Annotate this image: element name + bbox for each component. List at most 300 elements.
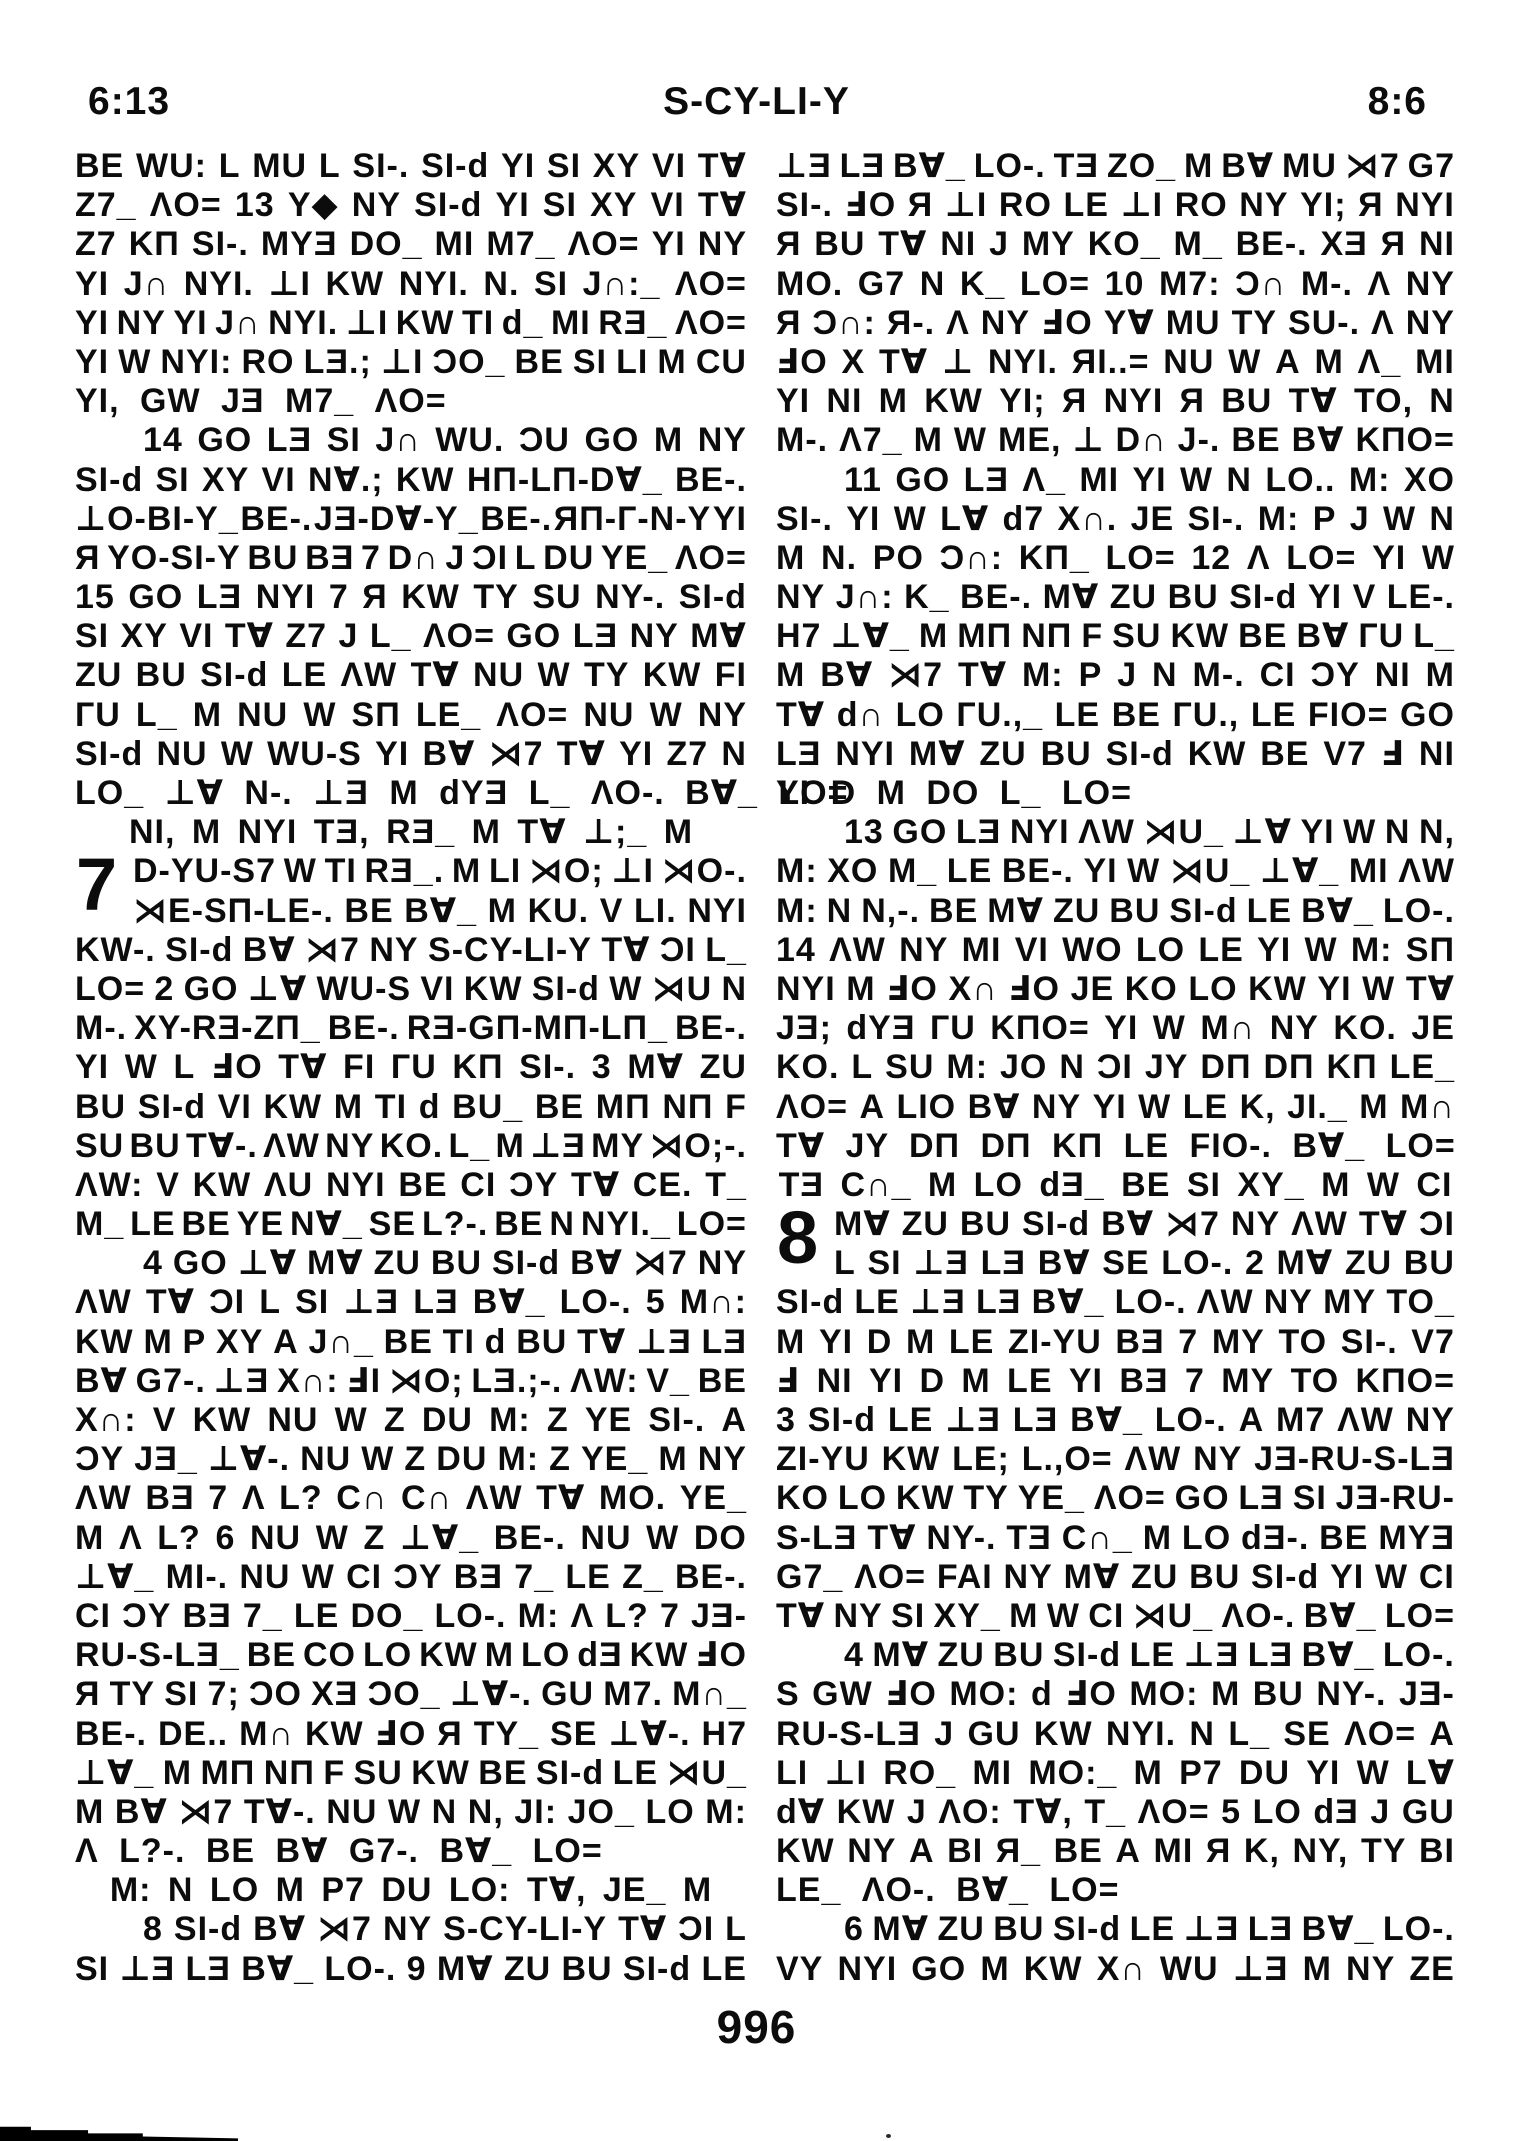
word: NYI	[255, 578, 316, 617]
word: ƆI	[678, 1910, 715, 1949]
word: ⊥Ǝ	[910, 1283, 966, 1322]
word: ƆO	[248, 1675, 302, 1714]
word: M	[162, 1753, 193, 1792]
word: N∀_	[289, 1205, 363, 1244]
word: M	[192, 695, 223, 734]
word: KΠO=	[1355, 421, 1455, 460]
word: M	[776, 538, 806, 577]
word: TY	[583, 656, 630, 695]
word: W	[124, 1048, 158, 1087]
word: 12	[1191, 538, 1232, 577]
word: LƎ	[413, 1283, 459, 1322]
word: KO_	[1087, 225, 1161, 264]
word: JƎ-	[691, 1596, 747, 1635]
word: LƎ	[955, 813, 1002, 852]
word: LO	[837, 1479, 888, 1518]
word: 7	[1184, 1361, 1205, 1400]
word: XƎ	[311, 1675, 359, 1714]
word: SI	[867, 1244, 902, 1283]
word: L	[173, 1048, 196, 1087]
text-line	[776, 1362, 1455, 1401]
text-line	[75, 774, 849, 813]
word: SI-d	[531, 969, 600, 1008]
word: ⊥Ǝ	[945, 1401, 1001, 1439]
word: M:	[1257, 499, 1300, 538]
word: J∩:_	[582, 264, 661, 303]
word: KW	[1023, 1949, 1083, 1988]
word: SI	[542, 186, 577, 225]
word: LE	[612, 1753, 659, 1792]
text-line	[776, 813, 1455, 852]
word: ⊥∀_	[75, 1753, 155, 1792]
word: LE	[946, 852, 993, 891]
word: KΠO=	[990, 1009, 1090, 1048]
word: T∀	[776, 1596, 826, 1635]
word: SI-d	[137, 1087, 206, 1126]
word: T∀	[601, 930, 651, 969]
word: L	[851, 1048, 874, 1087]
chapter-number-dropcap: 7	[76, 843, 118, 927]
word: M∀	[872, 1636, 930, 1675]
word: BE	[1319, 1518, 1369, 1557]
header-verse-ref-right: 8:6	[1367, 80, 1427, 123]
word: dYƎ	[846, 1009, 916, 1048]
word: ⋊U_	[1143, 813, 1224, 852]
word: ⊥Ǝ	[1183, 1910, 1240, 1949]
word: X∩:	[277, 1361, 339, 1400]
word: M	[75, 1792, 105, 1831]
word: M	[1314, 342, 1344, 381]
word: NI	[1418, 225, 1455, 264]
word: A	[721, 1401, 747, 1439]
word: M:	[517, 1596, 560, 1635]
line-text: YI D M DO L_ LO=	[776, 774, 1132, 812]
word: KO.	[379, 1126, 444, 1165]
word: ℲO	[885, 1675, 937, 1714]
word: BE-.	[1235, 225, 1308, 264]
word: CI	[346, 1557, 383, 1596]
word: V_	[646, 1361, 690, 1400]
word: d7	[1002, 499, 1045, 538]
text-line	[776, 1127, 1455, 1166]
word: Ⅎ	[776, 1361, 801, 1400]
word: NY	[697, 1244, 747, 1283]
word: T∀	[278, 1048, 328, 1087]
word: M:	[489, 1401, 531, 1439]
word: GO	[1400, 695, 1455, 734]
word: SI-d	[1021, 1205, 1091, 1244]
word: SE	[550, 1714, 598, 1753]
word: YI	[1092, 1087, 1127, 1126]
word: LƎ	[185, 1949, 231, 1988]
word: LE_	[415, 695, 482, 734]
word: N,	[1418, 813, 1455, 852]
word: DU	[436, 1440, 488, 1479]
word: LE	[1063, 186, 1109, 225]
word: LE-.	[1386, 578, 1455, 617]
word: LO-.	[1154, 1401, 1227, 1439]
word: VI	[1014, 930, 1049, 969]
word: NY	[325, 1126, 375, 1165]
word: ZU	[1052, 891, 1101, 930]
word: L?-.	[421, 1205, 489, 1244]
word: KO	[1124, 969, 1178, 1008]
word: ⊥I	[944, 186, 988, 225]
word: L	[259, 1283, 281, 1322]
word: ZO_	[1106, 147, 1177, 185]
word: N	[1226, 460, 1252, 499]
word: J	[906, 1792, 927, 1831]
word: ƆI	[209, 1283, 246, 1322]
word: H7	[701, 1714, 747, 1753]
word: 7	[328, 578, 349, 617]
word: YE_	[600, 538, 669, 577]
word: NYI	[1009, 813, 1070, 852]
word: LƎ	[1238, 1479, 1284, 1518]
word: B∀_	[1070, 1401, 1143, 1439]
word: Λ_	[1357, 342, 1402, 381]
word: F	[323, 1753, 346, 1792]
word: KW-.	[75, 930, 156, 969]
word: SI-.	[352, 147, 410, 185]
word: ΛW	[1124, 1440, 1182, 1479]
word: SI-d	[173, 1910, 243, 1949]
word: GO	[584, 421, 640, 460]
word: TI	[461, 303, 495, 342]
word: BE	[494, 1205, 544, 1244]
text-line	[776, 1597, 1455, 1636]
word: GO	[895, 460, 951, 499]
word: BU	[1403, 1244, 1455, 1283]
word: Z	[363, 1518, 386, 1557]
word: T∀	[570, 1165, 621, 1204]
word: L∀	[940, 499, 990, 538]
word: L?	[157, 1518, 201, 1557]
word: TY	[1231, 303, 1278, 342]
word: MU	[1165, 303, 1221, 342]
word: ZU	[699, 1048, 747, 1087]
word: TƎ	[1006, 1518, 1052, 1557]
word: ΛO=	[1344, 1714, 1417, 1753]
word: NU	[300, 1440, 352, 1479]
word: W	[118, 342, 152, 381]
word: M∩	[239, 1714, 294, 1753]
word: 13	[234, 186, 275, 225]
word: S	[776, 1675, 800, 1714]
word: RƎ_.	[364, 852, 445, 891]
word: MYƎ	[1378, 1518, 1455, 1557]
word: NY-.	[926, 1518, 997, 1557]
word: L∀	[1405, 1753, 1455, 1792]
word: SI-.	[1187, 499, 1245, 538]
word: NY	[1346, 1949, 1396, 1988]
word: LO	[362, 1636, 413, 1675]
word: Z_	[622, 1557, 664, 1596]
word: LO-.	[559, 1283, 632, 1322]
word: P	[1078, 656, 1103, 695]
word: KW	[192, 1401, 252, 1439]
word: G7	[1407, 147, 1455, 185]
word: KW	[895, 1479, 955, 1518]
word: KΠ_	[1018, 538, 1090, 577]
word: YE_	[679, 1479, 747, 1518]
word: SI	[546, 147, 582, 185]
text-line	[776, 1636, 1455, 1675]
word: KW	[325, 264, 385, 303]
word: MI	[961, 930, 1002, 969]
word: YI	[495, 186, 530, 225]
text-line	[75, 1205, 747, 1244]
word: BU	[1109, 891, 1161, 930]
word: BU	[430, 1244, 482, 1283]
word: RO_	[883, 1753, 957, 1792]
word: RO	[241, 342, 295, 381]
word: ⋊U_	[1169, 852, 1251, 891]
text-line	[75, 1636, 747, 1675]
word: YI	[75, 1048, 110, 1087]
word: ⊥I	[824, 1753, 867, 1792]
word: KW	[881, 1440, 941, 1479]
word: ⋊O;-.	[649, 1126, 747, 1165]
word: BU_	[452, 1087, 524, 1126]
word: 7	[1178, 1322, 1199, 1361]
word: SI	[75, 1949, 110, 1988]
text-line	[75, 1127, 747, 1166]
word: BE-.	[327, 1009, 400, 1048]
word: T∀	[145, 1283, 195, 1322]
word: Ɔ∩	[1235, 264, 1287, 303]
text-line	[776, 1048, 1455, 1087]
word: ⊥∀-.	[207, 1440, 291, 1479]
word: W	[1127, 852, 1161, 891]
word: SI-d	[622, 1949, 692, 1988]
word: M	[75, 1518, 105, 1557]
word: LO	[1181, 1518, 1232, 1557]
word: NYI.	[1105, 1714, 1177, 1753]
word: B∀	[422, 734, 476, 773]
text-line	[776, 970, 1455, 1009]
word: D-YU-S7	[133, 852, 277, 891]
word: BU	[1167, 578, 1219, 617]
word: B∀_	[1301, 1636, 1375, 1675]
word: BƎ	[1119, 1361, 1169, 1400]
word: BI	[1418, 1832, 1455, 1871]
word: Я	[75, 1675, 101, 1714]
word: T_	[1084, 1792, 1127, 1831]
word: N	[826, 891, 853, 930]
word: LƎ	[196, 578, 243, 617]
word: N	[1429, 499, 1455, 538]
word: Я	[362, 578, 388, 617]
word: BU	[993, 1636, 1045, 1675]
word: X	[841, 342, 866, 381]
word: ΛO=	[1093, 1479, 1166, 1518]
word: TY	[109, 1675, 156, 1714]
word: T_	[705, 1165, 747, 1204]
word: B∀	[253, 1910, 307, 1949]
word: ⊥Ǝ	[636, 1322, 692, 1361]
word: NY	[1405, 1401, 1455, 1439]
text-line	[776, 1088, 1455, 1127]
word: 11	[844, 460, 882, 499]
word: YE	[584, 1401, 633, 1439]
text-line	[776, 343, 1455, 382]
word: T∀	[556, 734, 606, 773]
word: ГU.,	[1172, 695, 1240, 734]
word: BU	[1040, 734, 1092, 773]
word: BE	[478, 1753, 528, 1792]
word: ⊥O-BI-Y_	[75, 499, 239, 538]
word: ⊥Ǝ	[530, 1126, 586, 1165]
word: MI	[550, 303, 591, 342]
word: N	[1384, 813, 1411, 852]
word: N,	[467, 1792, 504, 1831]
word: Z7	[75, 225, 117, 264]
word: ℲI	[346, 1361, 382, 1400]
word: ZU	[373, 1244, 421, 1283]
word: T∀	[224, 617, 274, 656]
line-text: LE_ ΛO-. B∀_ LO=	[776, 1871, 1120, 1910]
word: 3	[591, 1048, 612, 1087]
word: MI	[1153, 1832, 1194, 1871]
word: M7_	[486, 225, 556, 264]
text-line	[776, 539, 1455, 578]
section-heading-line	[75, 1871, 747, 1910]
word: A	[909, 1832, 935, 1871]
word: ⊥I	[380, 342, 424, 381]
word: VI	[650, 186, 685, 225]
word: Я	[776, 225, 802, 264]
word: M∀	[627, 1048, 684, 1087]
word: MΠ	[595, 1087, 651, 1126]
word: BU	[993, 1910, 1045, 1949]
text-line	[75, 1558, 747, 1597]
line-text: NI, M NYI TƎ, RƎ_ M T∀ ⊥;_ M	[128, 813, 694, 852]
word: M∀	[436, 1949, 494, 1988]
word: ГU	[929, 1009, 976, 1048]
word: 5	[645, 1283, 666, 1322]
word: NU	[583, 695, 635, 734]
word: CO	[302, 1636, 356, 1675]
word: NI	[1418, 734, 1455, 773]
word: ZU	[1109, 578, 1158, 617]
word: YI	[1330, 1557, 1365, 1596]
word: M	[1425, 656, 1455, 695]
word: YE	[236, 1205, 285, 1244]
word: NY	[1193, 1440, 1243, 1479]
word: YI	[173, 303, 208, 342]
word: SI-.	[776, 186, 833, 225]
word: LE	[1007, 1361, 1053, 1400]
line-text: TƎ C∩_ M LO dƎ_ BE SI XY_ M W CI	[778, 1165, 1453, 1204]
word: GU	[541, 1675, 595, 1714]
word: SU-.	[1288, 303, 1361, 342]
word: ⋊E-SΠ-LE-.	[133, 891, 334, 930]
text-line	[75, 1244, 747, 1283]
word: JY	[1144, 1048, 1189, 1087]
text-line	[75, 1793, 747, 1832]
word: Z7	[666, 734, 709, 773]
text-line	[776, 1244, 1455, 1283]
word: ⊥∀	[237, 1244, 298, 1283]
word: KW	[836, 1792, 896, 1831]
text-line	[776, 1519, 1455, 1558]
word: ГU	[75, 695, 121, 734]
word: NYI.	[987, 342, 1058, 381]
word: M_	[75, 1205, 125, 1244]
word: SI-d	[535, 1753, 605, 1792]
word: BE	[1111, 695, 1161, 734]
word: YI	[651, 225, 686, 264]
word: YI	[1306, 1753, 1341, 1792]
word: 3	[776, 1401, 796, 1439]
word: G7_	[776, 1557, 844, 1596]
word: SI-.	[648, 1401, 706, 1439]
word: K_	[959, 264, 1006, 303]
word: SI	[533, 264, 569, 303]
word: KΠ	[1326, 1048, 1378, 1087]
text-line	[75, 539, 747, 578]
word: SI-d	[75, 460, 144, 499]
word: M7.	[603, 1675, 663, 1714]
word: FIO=	[1307, 695, 1389, 734]
word: ⋊7	[1344, 147, 1400, 185]
text-line	[75, 1440, 747, 1479]
word: LO-.	[1382, 1910, 1455, 1949]
word: N	[1429, 382, 1455, 421]
text-line	[75, 656, 747, 695]
word: XO	[827, 852, 879, 891]
word: Ɔ∩:	[812, 303, 876, 342]
word: LE	[1198, 930, 1244, 969]
word: JE	[1411, 1009, 1455, 1048]
word: B∀	[1221, 147, 1275, 185]
text-line	[75, 1009, 747, 1048]
word: NYI	[325, 1165, 386, 1204]
word: BE-.	[480, 499, 553, 538]
text-line	[776, 1832, 1455, 1871]
word: M	[776, 656, 806, 695]
word: SI-d	[678, 578, 747, 617]
text-line	[75, 1910, 747, 1949]
word: X∩:	[75, 1401, 137, 1439]
word: L.,O=	[1021, 1440, 1113, 1479]
word: ⊥Ǝ	[913, 1244, 969, 1283]
word: NY	[1405, 264, 1455, 303]
word: M:	[1348, 460, 1391, 499]
word: LƎ	[776, 734, 822, 773]
word: J∩	[215, 303, 261, 342]
text-line	[75, 1950, 747, 1989]
text-line	[75, 147, 747, 186]
word: CE.	[632, 1165, 693, 1204]
word: ⊥∀_	[1259, 852, 1340, 891]
word: N.	[821, 538, 858, 577]
word: 4	[143, 1244, 163, 1283]
word: M	[1302, 1949, 1332, 1988]
word: RO	[1174, 186, 1228, 225]
word: T∀	[577, 1322, 627, 1361]
word: KΠ	[128, 225, 180, 264]
word: W	[387, 1792, 422, 1831]
word: ΛW	[1078, 813, 1135, 852]
text-line	[75, 696, 747, 735]
word: FAI	[936, 1557, 993, 1596]
word: J	[445, 538, 466, 577]
text-line	[776, 1558, 1455, 1597]
word: GO	[172, 1244, 228, 1283]
word: YI	[1300, 813, 1335, 852]
